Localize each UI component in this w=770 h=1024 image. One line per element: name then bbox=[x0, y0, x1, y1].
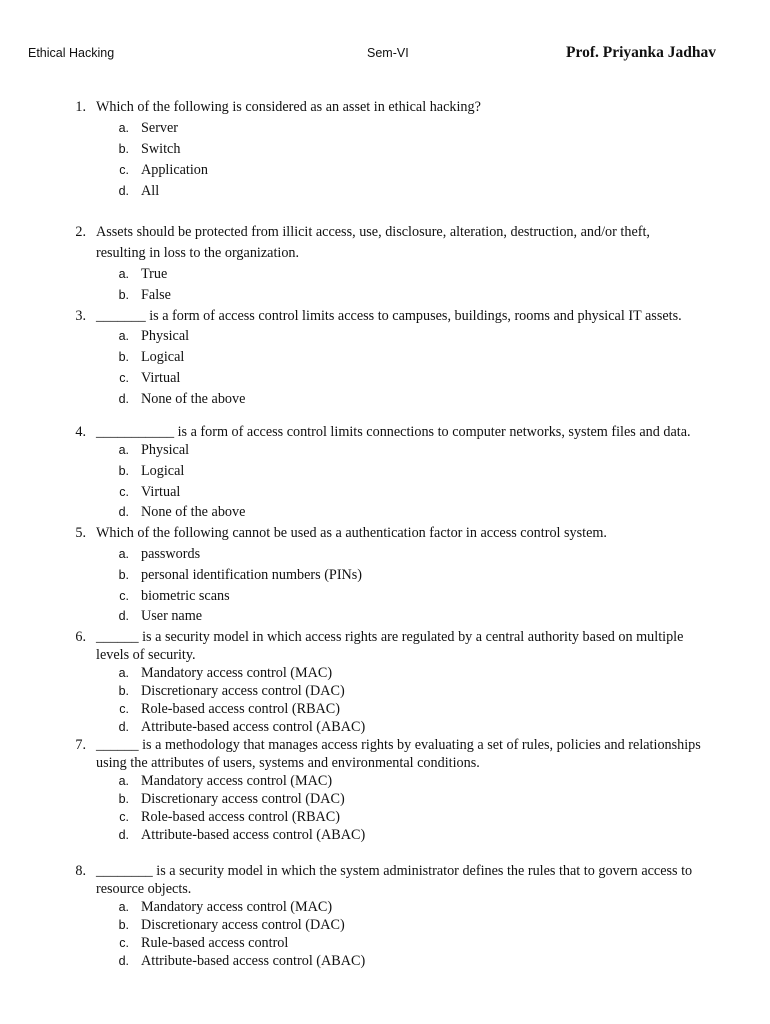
question-number: 8. bbox=[75, 863, 86, 879]
option-letter: b. bbox=[118, 464, 129, 478]
question-text: Which of the following cannot be used as a authentication factor in access control system. bbox=[96, 525, 607, 541]
option-text: Mandatory access control (MAC) bbox=[141, 773, 333, 789]
option-text: User name bbox=[141, 608, 203, 624]
option-letter: a. bbox=[118, 329, 129, 343]
option-letter: d. bbox=[118, 505, 129, 519]
option-letter: d. bbox=[118, 184, 129, 198]
option-text: Discretionary access control (DAC) bbox=[141, 791, 345, 807]
option-text: All bbox=[141, 183, 160, 199]
option-letter: b. bbox=[118, 792, 129, 806]
option-text: Attribute-based access control (ABAC) bbox=[141, 719, 366, 735]
option-text: Switch bbox=[141, 141, 181, 157]
option-text: None of the above bbox=[141, 391, 246, 407]
option-letter: c. bbox=[119, 810, 129, 824]
option-text: Mandatory access control (MAC) bbox=[141, 665, 333, 681]
option-letter: b. bbox=[118, 918, 129, 932]
option-text: None of the above bbox=[141, 504, 246, 520]
option-text: Logical bbox=[141, 463, 185, 479]
question-text: Which of the following is considered as an asset in ethical hacking? bbox=[96, 99, 481, 115]
option-text: Role-based access control (RBAC) bbox=[141, 701, 340, 717]
question-number: 4. bbox=[75, 424, 86, 440]
option-letter: d. bbox=[118, 609, 129, 623]
question-text-continued: levels of security. bbox=[96, 647, 196, 663]
option-letter: a. bbox=[118, 547, 129, 561]
option-letter: c. bbox=[119, 163, 129, 177]
option-letter: c. bbox=[119, 589, 129, 603]
option-text: Virtual bbox=[141, 484, 181, 500]
question-number: 2. bbox=[75, 224, 86, 240]
option-letter: a. bbox=[118, 774, 129, 788]
option-text: False bbox=[141, 287, 171, 303]
option-letter: a. bbox=[118, 267, 129, 281]
option-letter: d. bbox=[118, 392, 129, 406]
question-text: _______ is a form of access control limits access to campuses, buildings, rooms and physical IT assets. bbox=[96, 308, 682, 324]
option-letter: b. bbox=[118, 288, 129, 302]
option-letter: a. bbox=[118, 443, 129, 457]
option-letter: a. bbox=[118, 900, 129, 914]
question-number: 7. bbox=[75, 737, 86, 753]
option-text: Physical bbox=[141, 442, 190, 458]
option-letter: c. bbox=[119, 485, 129, 499]
option-text: Virtual bbox=[141, 370, 181, 386]
header-course: Ethical Hacking bbox=[28, 46, 115, 60]
question-number: 5. bbox=[75, 525, 86, 541]
option-letter: d. bbox=[118, 954, 129, 968]
question-text: Assets should be protected from illicit access, use, disclosure, alteration, destruction, and/or theft, bbox=[96, 224, 650, 240]
option-letter: d. bbox=[118, 720, 129, 734]
option-text: personal identification numbers (PINs) bbox=[141, 567, 363, 583]
option-text: Attribute-based access control (ABAC) bbox=[141, 953, 366, 969]
option-text: Mandatory access control (MAC) bbox=[141, 899, 333, 915]
option-letter: c. bbox=[119, 371, 129, 385]
option-text: Rule-based access control bbox=[141, 935, 289, 951]
option-text: Physical bbox=[141, 328, 190, 344]
question-text: ___________ is a form of access control limits connections to computer networks, system files and data. bbox=[96, 424, 691, 440]
question-text: ______ is a methodology that manages access rights by evaluating a set of rules, policies and relationships bbox=[96, 737, 701, 753]
option-text: passwords bbox=[141, 546, 201, 562]
question-number: 3. bbox=[75, 308, 86, 324]
question-number: 1. bbox=[75, 99, 86, 115]
option-text: Discretionary access control (DAC) bbox=[141, 683, 345, 699]
question-text-continued: resulting in loss to the organization. bbox=[96, 245, 300, 261]
option-letter: b. bbox=[118, 684, 129, 698]
option-text: Server bbox=[141, 120, 179, 136]
header-professor: Prof. Priyanka Jadhav bbox=[566, 44, 716, 61]
option-text: Logical bbox=[141, 349, 185, 365]
option-letter: d. bbox=[118, 828, 129, 842]
option-letter: b. bbox=[118, 350, 129, 364]
option-text: Role-based access control (RBAC) bbox=[141, 809, 340, 825]
option-text: True bbox=[141, 266, 168, 282]
option-letter: c. bbox=[119, 936, 129, 950]
option-letter: a. bbox=[118, 121, 129, 135]
option-text: Application bbox=[141, 162, 208, 178]
question-text: ________ is a security model in which the system administrator defines the rules that to govern access to bbox=[96, 863, 693, 879]
question-text-continued: resource objects. bbox=[96, 881, 192, 897]
question-number: 6. bbox=[75, 629, 86, 645]
option-text: biometric scans bbox=[141, 588, 230, 604]
question-text-continued: using the attributes of users, systems and environmental conditions. bbox=[96, 755, 480, 771]
question-text: ______ is a security model in which access rights are regulated by a central authority based on multiple bbox=[96, 629, 684, 645]
option-letter: b. bbox=[118, 568, 129, 582]
option-letter: a. bbox=[118, 666, 129, 680]
header-semester: Sem-VI bbox=[367, 46, 409, 60]
option-text: Discretionary access control (DAC) bbox=[141, 917, 345, 933]
option-letter: c. bbox=[119, 702, 129, 716]
option-text: Attribute-based access control (ABAC) bbox=[141, 827, 366, 843]
option-letter: b. bbox=[118, 142, 129, 156]
